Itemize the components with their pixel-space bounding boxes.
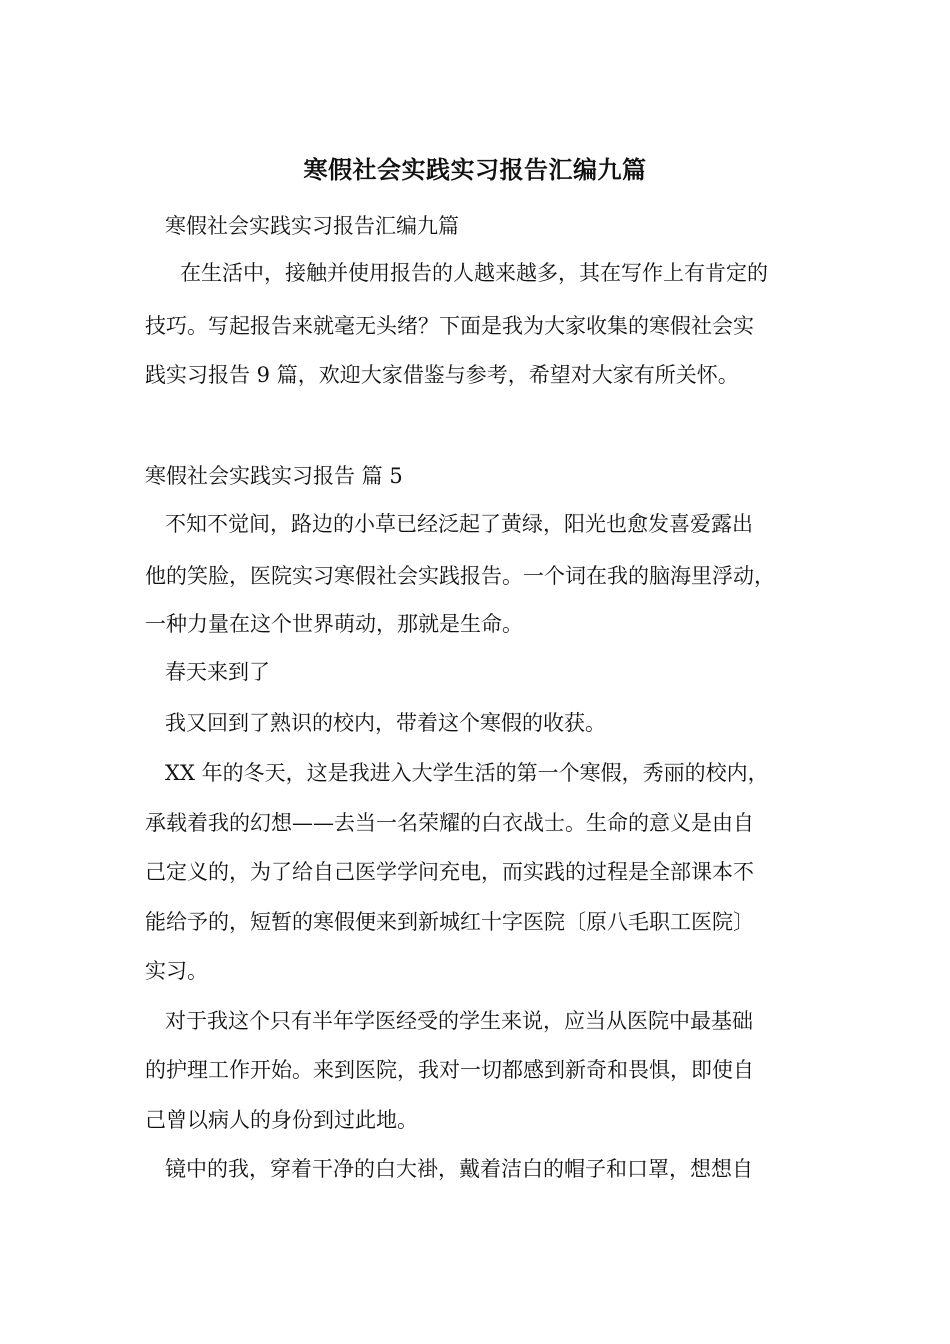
intro-line-1: 在生活中，接触并使用报告的人越来越多，其在写作上有肯定的 [180,261,768,285]
para-6-line-1: 镜中的我，穿着干净的白大褂，戴着洁白的帽子和口罩，想想自 [165,1157,753,1181]
intro-line-3: 践实习报告 9 篇，欢迎大家借鉴与参考，希望对大家有所关怀。 [145,363,739,387]
section-heading: 寒假社会实践实习报告 篇 5 [145,464,403,488]
para-4-line-1: XX 年的冬天，这是我进入大学生活的第一个寒假，秀丽的校内， [165,761,769,785]
para-4-line-5: 实习。 [145,959,208,983]
para-5-line-1: 对于我这个只有半年学医经受的学生来说，应当从医院中最基础 [165,1009,753,1033]
para-4-line-3: 己定义的，为了给自己医学学问充电，而实践的过程是全部课本不 [145,860,754,884]
para-1-line-2: 他的笑脸，医院实习寒假社会实践报告。一个词在我的脑海里浮动， [145,564,775,588]
para-1-line-3: 一种力量在这个世界萌动，那就是生命。 [145,612,523,636]
document-title: 寒假社会实践实习报告汇编九篇 [303,155,647,184]
para-3-line-1: 我又回到了熟识的校内，带着这个寒假的收获。 [165,711,606,735]
intro-line-2: 技巧。写起报告来就毫无头绪？下面是我为大家收集的寒假社会实 [145,314,754,338]
para-4-line-2: 承载着我的幻想——去当一名荣耀的白衣战士。生命的意义是由自 [145,811,754,835]
para-1-line-1: 不知不觉间，路边的小草已经泛起了黄绿，阳光也愈发喜爱露出 [165,512,753,536]
para-2-line-1: 春天来到了 [165,660,270,684]
subtitle-line: 寒假社会实践实习报告汇编九篇 [165,214,459,238]
para-4-line-4: 能给予的，短暂的寒假便来到新城红十字医院〔原八毛职工医院〕 [145,910,754,934]
para-5-line-2: 的护理工作开始。来到医院，我对一切都感到新奇和畏惧，即使自 [145,1058,754,1082]
para-5-line-3: 己曾以病人的身份到过此地。 [145,1108,418,1132]
